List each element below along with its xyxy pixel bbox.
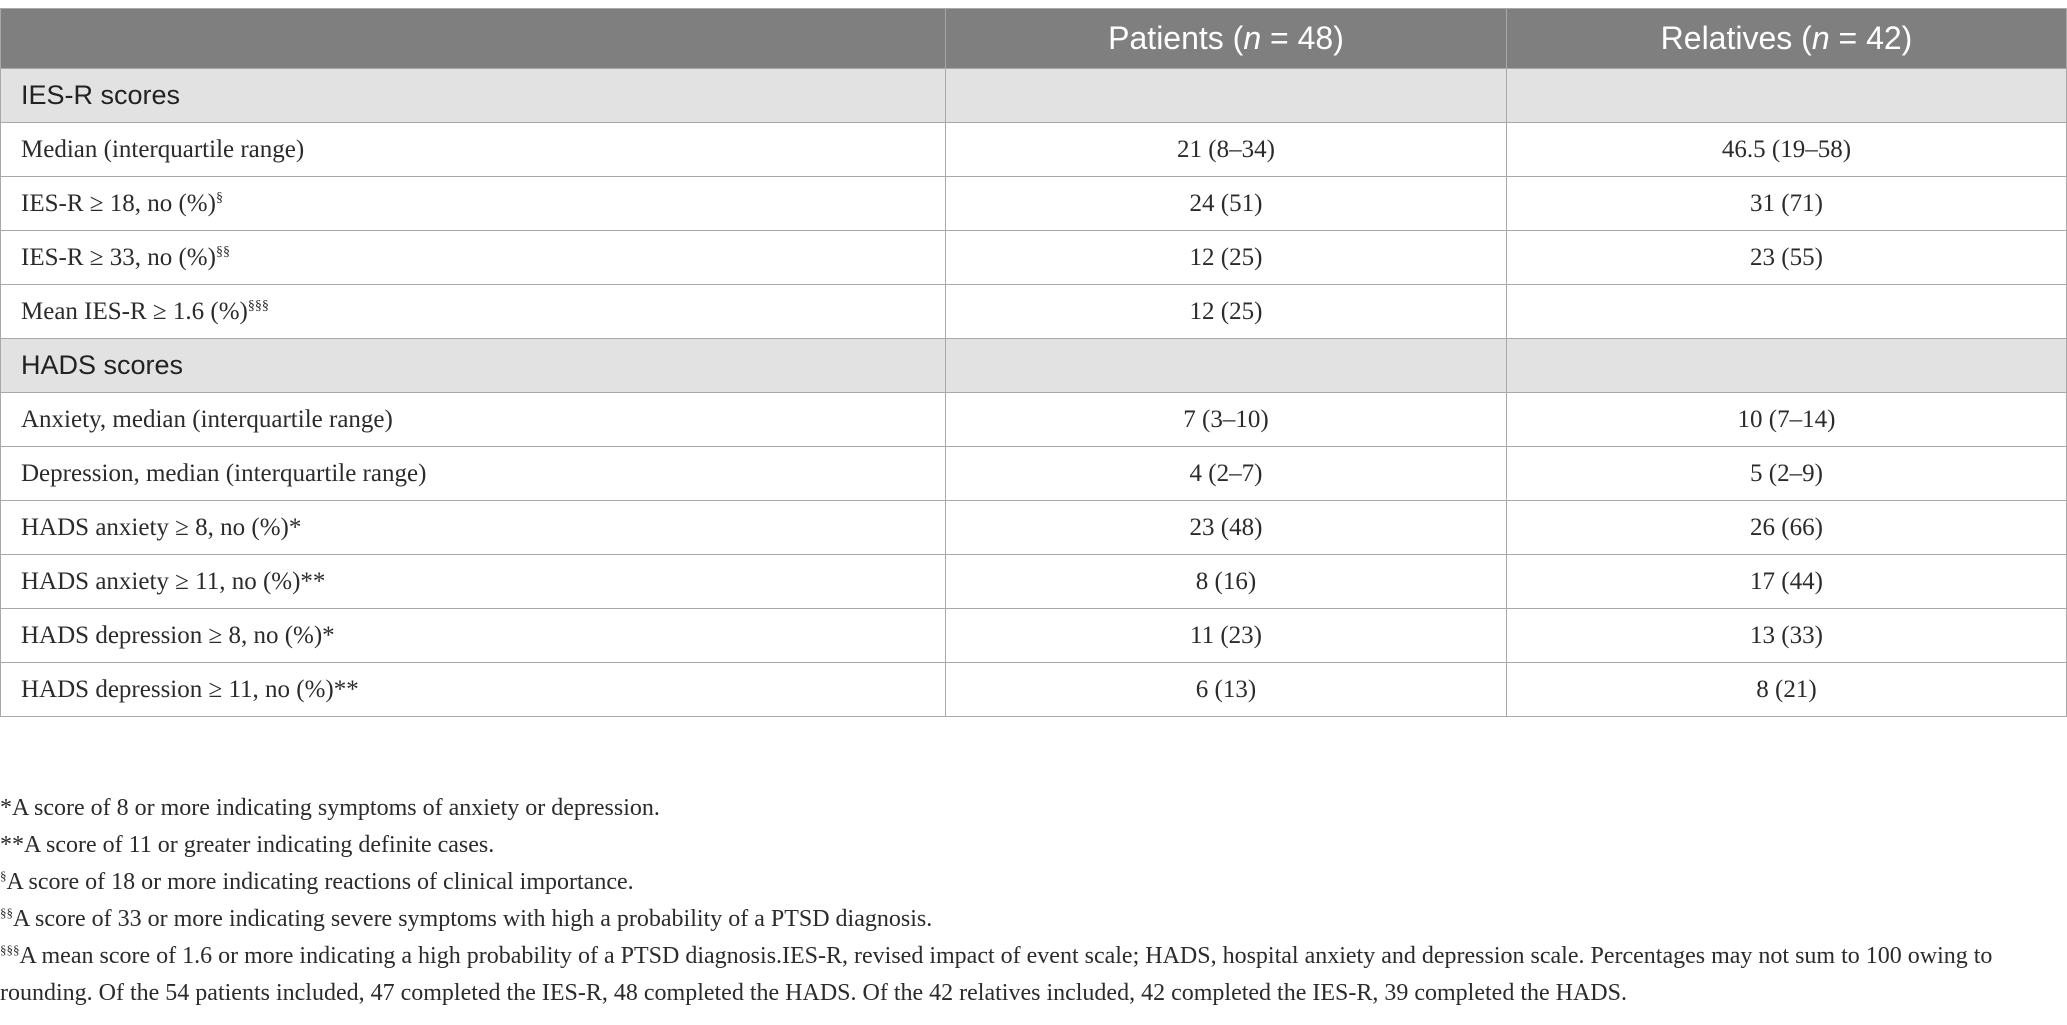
- header-patients: [946, 9, 1507, 69]
- row-label-sup: §: [215, 190, 223, 206]
- footnote: [0, 827, 2060, 864]
- row-label: Anxiety, median (interquartile range): [1, 393, 946, 447]
- row-label: HADS anxiety ≥ 11, no (%)**: [1, 555, 946, 609]
- row-label-text: Mean IES-R ≥ 1.6 (%): [21, 297, 248, 325]
- cell-relatives: 8 (21): [1507, 663, 2067, 717]
- cell-relatives: 17 (44): [1507, 555, 2067, 609]
- cell-relatives: 26 (66): [1507, 501, 2067, 555]
- cell-relatives: 13 (33): [1507, 609, 2067, 663]
- row-label: [1, 123, 946, 177]
- footnote-text: **A score of 11 or greater indicating definite cases.: [0, 832, 495, 858]
- footnote: [0, 938, 2060, 1012]
- header-empty-cell: [1, 9, 946, 69]
- section-blank-cell: [946, 69, 1507, 123]
- header-patients-n: n: [1243, 20, 1262, 56]
- section-title: IES-R scores: [1, 69, 946, 123]
- row-label: [1, 285, 946, 339]
- cell-patients: 12 (25): [946, 285, 1507, 339]
- table-row: [1, 501, 2067, 555]
- table-row: [1, 609, 2067, 663]
- section-row-ies-r: [1, 69, 2067, 123]
- footnote: [0, 864, 2060, 901]
- row-label: HADS depression ≥ 11, no (%)**: [1, 663, 946, 717]
- cell-patients: 23 (48): [946, 501, 1507, 555]
- section-row-hads: [1, 339, 2067, 393]
- cell-patients: 11 (23): [946, 609, 1507, 663]
- footnote: [0, 790, 2060, 827]
- header-relatives-n: n: [1811, 20, 1830, 56]
- table-row: [1, 123, 2067, 177]
- table-row: [1, 231, 2067, 285]
- cell-relatives: [1507, 285, 2067, 339]
- table-row: [1, 663, 2067, 717]
- header-patients-suffix: = 48): [1261, 20, 1344, 56]
- results-table-container: [0, 8, 2067, 717]
- row-label: HADS anxiety ≥ 8, no (%)*: [1, 501, 946, 555]
- footnote-mark: §§§: [0, 942, 20, 957]
- cell-patients: 24 (51): [946, 177, 1507, 231]
- row-label: HADS depression ≥ 8, no (%)*: [1, 609, 946, 663]
- table-row: [1, 447, 2067, 501]
- cell-relatives: 23 (55): [1507, 231, 2067, 285]
- cell-relatives: 10 (7–14): [1507, 393, 2067, 447]
- row-label: [1, 231, 946, 285]
- footnote-mark: §§: [0, 905, 13, 920]
- cell-patients: 8 (16): [946, 555, 1507, 609]
- cell-relatives: 5 (2–9): [1507, 447, 2067, 501]
- section-blank-cell: [1507, 69, 2067, 123]
- footnote-text: A mean score of 1.6 or more indicating a high probability of a PTSD diagnosis.IES-R, revised impact of event scale; HADS, hospital anxiety and depression scale. Percentages may not sum to 100 owing to rounding. Of the 54 patients included, 47 completed the IES-R, 48 completed the HADS. Of the 42 relatives included, 42 completed the IES-R, 39 completed the HADS.: [0, 943, 1993, 1006]
- header-relatives-suffix: = 42): [1829, 20, 1913, 56]
- row-label-text: IES-R ≥ 33, no (%): [21, 243, 216, 271]
- row-label: Depression, median (interquartile range): [1, 447, 946, 501]
- footnote-text: A score of 18 or more indicating reactions of clinical importance.: [6, 869, 634, 895]
- table-row: [1, 285, 2067, 339]
- table-row: [1, 393, 2067, 447]
- cell-relatives: 46.5 (19–58): [1507, 123, 2067, 177]
- cell-patients: 7 (3–10): [946, 393, 1507, 447]
- section-blank-cell: [946, 339, 1507, 393]
- row-label-text: IES-R ≥ 18, no (%): [21, 189, 216, 217]
- table-footnotes: [0, 790, 2060, 1012]
- cell-patients: 21 (8–34): [946, 123, 1507, 177]
- footnote-text: *A score of 8 or more indicating symptoms of anxiety or depression.: [0, 795, 660, 821]
- cell-relatives: 31 (71): [1507, 177, 2067, 231]
- cell-patients: 4 (2–7): [946, 447, 1507, 501]
- table-header-row: [1, 9, 2067, 69]
- cell-patients: 6 (13): [946, 663, 1507, 717]
- footnote-text: A score of 33 or more indicating severe symptoms with high a probability of a PTSD diagnosis.: [13, 906, 933, 932]
- table-row: [1, 177, 2067, 231]
- table-row: [1, 555, 2067, 609]
- row-label-sup: §§§: [247, 298, 269, 314]
- section-blank-cell: [1507, 339, 2067, 393]
- results-table: [0, 8, 2067, 717]
- cell-patients: 12 (25): [946, 231, 1507, 285]
- row-label: [1, 177, 946, 231]
- row-label-text: Median (interquartile range): [21, 135, 305, 163]
- footnote: [0, 901, 2060, 938]
- header-relatives-prefix: Relatives (: [1660, 20, 1812, 56]
- header-relatives: [1507, 9, 2067, 69]
- footnote-mark: §: [0, 868, 7, 883]
- section-title: HADS scores: [1, 339, 946, 393]
- header-patients-prefix: Patients (: [1108, 20, 1244, 56]
- row-label-sup: §§: [215, 244, 230, 260]
